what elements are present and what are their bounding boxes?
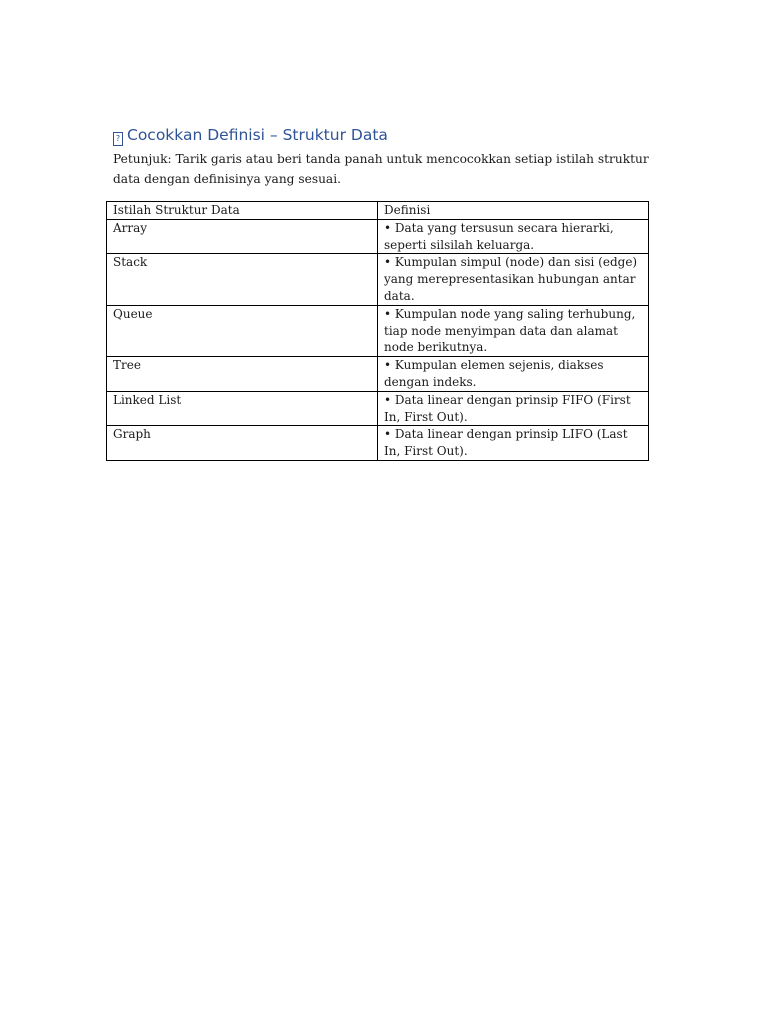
definition-cell: • Data yang tersusun secara hierarki, seperti silsilah keluarga. xyxy=(378,219,649,254)
table-row xyxy=(107,219,649,254)
table-row xyxy=(107,305,649,356)
definition-cell: • Kumpulan elemen sejenis, diakses dengan indeks. xyxy=(378,357,649,392)
term-cell: Array xyxy=(107,219,378,254)
term-cell: Graph xyxy=(107,426,378,461)
definition-cell: • Kumpulan simpul (node) dan sisi (edge) yang merepresentasikan hubungan antar data. xyxy=(378,254,649,305)
term-cell: Stack xyxy=(107,254,378,305)
document-title-text: Cocokkan Definisi – Struktur Data xyxy=(127,126,388,144)
instructions-text: Petunjuk: Tarik garis atau beri tanda panah untuk mencocokkan setiap istilah struktur data dengan definisinya yang sesuai. xyxy=(113,152,649,186)
matching-table xyxy=(106,201,649,461)
term-cell: Tree xyxy=(107,357,378,392)
table-row xyxy=(107,357,649,392)
definition-cell: • Data linear dengan prinsip FIFO (First In, First Out). xyxy=(378,391,649,426)
definition-cell: • Data linear dengan prinsip LIFO (Last In, First Out). xyxy=(378,426,649,461)
table-row xyxy=(107,254,649,305)
table-row xyxy=(107,426,649,461)
definition-cell: • Kumpulan node yang saling terhubung, tiap node menyimpan data dan alamat node berikutnya. xyxy=(378,305,649,356)
table-row xyxy=(107,391,649,426)
term-cell: Queue xyxy=(107,305,378,356)
term-cell: Linked List xyxy=(107,391,378,426)
header-term: Istilah Struktur Data xyxy=(107,202,378,220)
table-header-row xyxy=(107,202,649,220)
document-title xyxy=(113,124,388,146)
missing-glyph-icon: ? xyxy=(113,132,123,146)
header-definition: Definisi xyxy=(378,202,649,220)
